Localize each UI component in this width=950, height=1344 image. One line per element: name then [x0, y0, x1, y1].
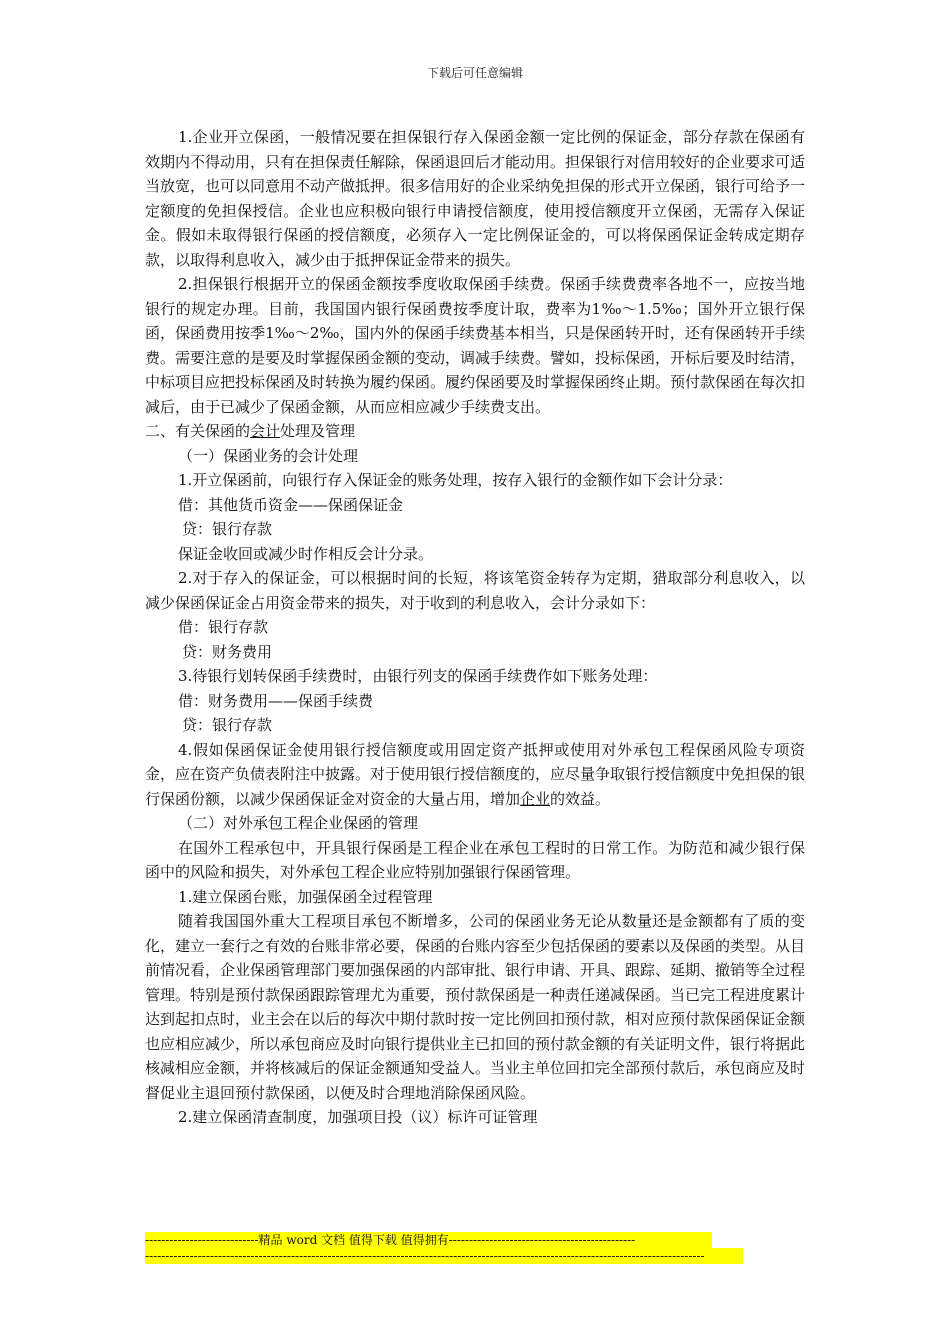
heading-text-prefix: 二、有关保函的: [145, 422, 251, 440]
entry-2-credit: 贷：财务费用: [182, 642, 273, 661]
paragraph-6: [145, 738, 805, 812]
entry-3-credit: 贷：银行存款: [182, 716, 273, 734]
page-header: 下载后可任意编辑: [426, 66, 523, 80]
paragraph-1: 1.企业开立保函，一般情况要在担保银行存入保函金额一定比例的保证金，部分存款在保函有效期内不得动用，只有在担保责任解除，保函退回后才能动用。担保银行对信用较好的企业要求可适当放宽，也可以同意用不动产做抵押。很多信用好的企业采纳免担保的形式开立保函，银行可给予一定额度的免担保授信。企业也应积极向银行申请授信额度，使用授信额度开立保函，无需存入保证金。假如未取得银行保函的授信额度，必须存入一定比例保证金的，可以将保函保证金转成定期存款，以取得利息收入，减少由于抵押保证金带来的损失。: [145, 128, 806, 269]
accounting-link[interactable]: 会计: [250, 422, 281, 440]
entry-1-credit: 贷：银行存款: [182, 520, 273, 538]
footer-banner: [145, 1232, 743, 1264]
entry-1-debit: 借：其他货币资金——保函保证金: [178, 495, 404, 514]
section-heading-2: [145, 419, 805, 444]
paragraph-4: 2.对于存入的保证金，可以根据时间的长短，将该笔资金转存为定期，猎取部分利息收入，以减少保函保证金占用资金带来的损失，对于收到的利息收入，会计分录如下：: [145, 569, 805, 612]
entry-2-debit: 借：银行存款: [178, 618, 269, 636]
enterprise-link[interactable]: 企业: [520, 789, 551, 808]
paragraph-3: 1.开立保函前，向银行存入保证金的账务处理，按存入银行的金额作如下会计分录：: [178, 471, 733, 489]
paragraph-6-text: 4.假如保函保证金使用银行授信额度或用固定资产抵押或使用对外承包工程保函风险专项资金，应在资产负债表附注中披露。对于使用银行授信额度的，应尽量争取银行授信额度中免担保的银行保函份额，以减少保函保证金对资金的大量占用，增加: [145, 740, 806, 808]
paragraph-9: 随着我国国外重大工程项目承包不断增多，公司的保函业务无论从数量还是金额都有了质的变化，建立一套行之有效的台账非常必要，保函的台账内容至少包括保函的要素以及保函的类型。从目前情况看，企业保函管理部门要加强保函的内部审批、银行申请、开具、跟踪、延期、撤销等全过程管理。特别是预付款保函跟踪管理尤为重要，预付款保函是一种责任递减保函。当已完工程进度累计达到起扣点时，业主会在以后的每次中期付款时按一定比例回扣预付款，相对应预付款保函保证金额也应相应减少，所以承包商应及时向银行提供业主已扣回的预付款金额的有关证明文件，银行将据此核减相应金额，并将核减后的保证金额通知受益人。当业主单位回扣完全部预付款后，承包商应及时督促业主退回预付款保函，以便及时合理地消除保函风险。: [145, 912, 806, 1102]
paragraph-7: 在国外工程承包中，开具银行保函是工程企业在承包工程时的日常工作。为防范和减少银行保函中的风险和损失，对外承包工程企业应特别加强银行保函管理。: [145, 838, 805, 881]
heading-text-suffix: 处理及管理: [280, 422, 356, 440]
document-body: [145, 125, 805, 1130]
footer-line-2: ------------------------------------------------------------------------------------------------------------------------------------------: [145, 1248, 743, 1264]
footer-line-1: ----------------------------精品 word 文档 值得下载 值得拥有----------------------------------------------: [145, 1232, 712, 1248]
entry-3-debit: 借：财务费用——保函手续费: [178, 691, 374, 710]
paragraph-10: 2.建立保函清查制度，加强项目投（议）标许可证管理: [178, 1108, 538, 1126]
paragraph-5: 3.待银行划转保函手续费时，由银行列支的保函手续费作如下账务处理：: [178, 667, 658, 685]
paragraph-6-suffix: 的效益。: [550, 789, 611, 808]
paragraph-2: 2.担保银行根据开立的保函金额按季度收取保函手续费。保函手续费费率各地不一，应按当地银行的规定办理。目前，我国国内银行保函费按季度计取，费率为1‰～1.5‰；国外开立银行保函，保函费用按季1‰～2‰，国内外的保函手续费基本相当，只是保函转开时，还有保函转开手续费。需要注意的是要及时掌握保函金额的变动，调减手续费。譬如，投标保函，开标后要及时结清，中标项目应把投标保函及时转换为履约保函。履约保函要及时掌握保函终止期。预付款保函在每次扣减后，由于已减少了保函金额，从而应相应减少手续费支出。: [145, 275, 806, 416]
paragraph-8: 1.建立保函台账，加强保函全过程管理: [178, 887, 433, 906]
paragraph-3b: 保证金收回或减少时作相反会计分录。: [178, 544, 434, 563]
subsection-heading-2: （二）对外承包工程企业保函的管理: [178, 814, 419, 832]
subsection-heading-1: （一）保函业务的会计处理: [178, 446, 359, 465]
